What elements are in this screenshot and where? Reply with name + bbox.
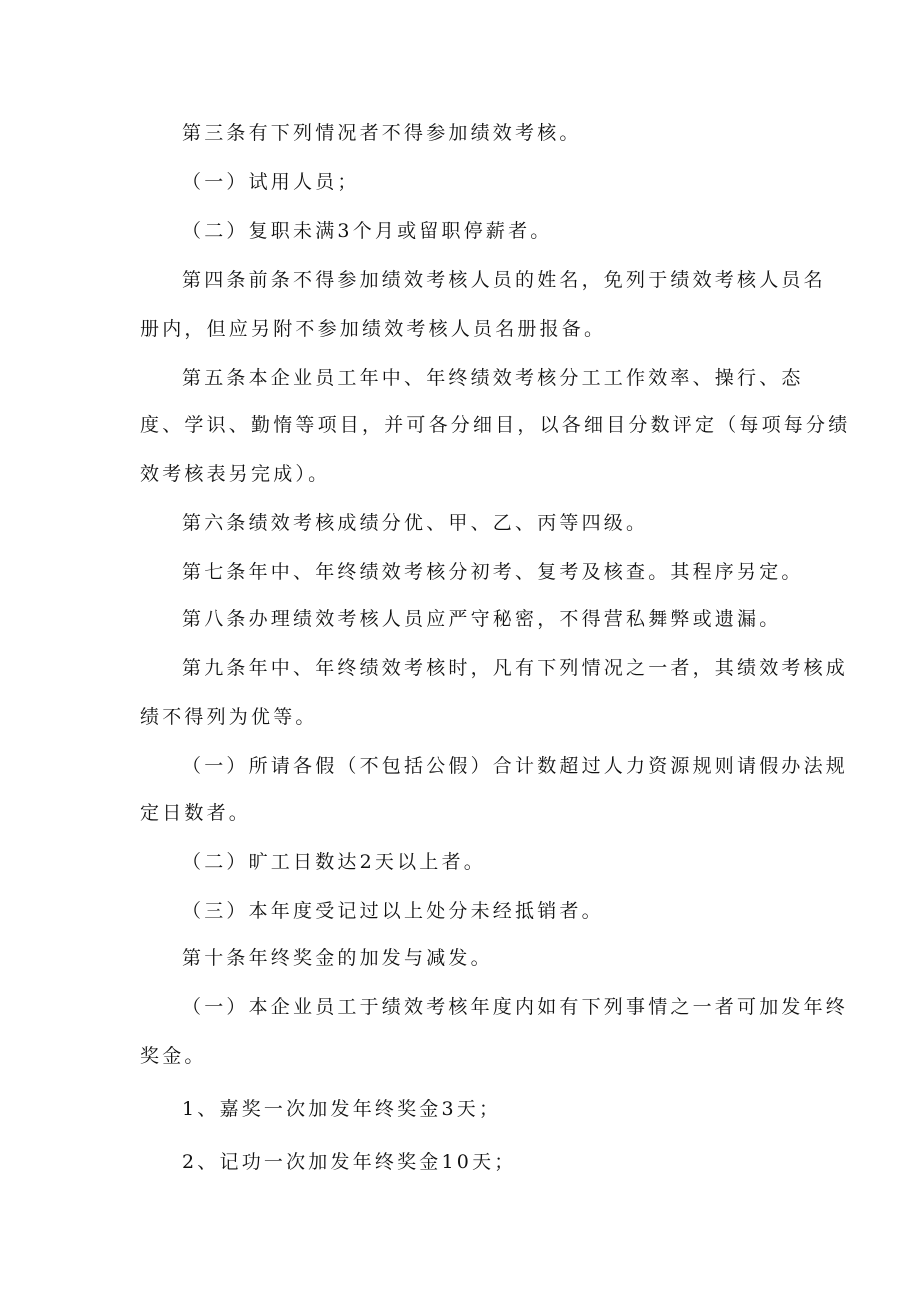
article-10-item-1-line-2: 奖金。 xyxy=(140,1045,207,1067)
article-7: 第七条年中、年终绩效考核分初考、复考及核查。其程序另定。 xyxy=(182,561,804,583)
article-5-line-2: 度、学识、勤惰等项目，并可各分细目，以各细目分数评定（每项每分绩 xyxy=(140,414,851,436)
article-8: 第八条办理绩效考核人员应严守秘密，不得营私舞弊或遗漏。 xyxy=(182,608,782,630)
article-5-line-3: 效考核表另完成）。 xyxy=(140,463,331,485)
article-9-line-2: 绩不得列为优等。 xyxy=(140,706,318,728)
article-9-item-3: （三）本年度受记过以上处分未经抵销者。 xyxy=(182,900,604,922)
article-4-line-1: 第四条前条不得参加绩效考核人员的姓名，免列于绩效考核人员名 xyxy=(182,269,826,291)
article-9-item-2: （二）旷工日数达2天以上者。 xyxy=(182,851,486,873)
article-3-item-1: （一）试用人员； xyxy=(182,171,360,193)
article-9-line-1: 第九条年中、年终绩效考核时，凡有下列情况之一者，其绩效考核成 xyxy=(182,657,849,679)
article-3-item-2: （二）复职未满3个月或留职停薪者。 xyxy=(182,220,553,242)
article-5-line-1: 第五条本企业员工年中、年终绩效考核分工工作效率、操行、态 xyxy=(182,367,804,389)
article-10-subitem-1: 1、嘉奖一次加发年终奖金3天； xyxy=(182,1098,502,1120)
article-10-item-1-line-1: （一）本企业员工于绩效考核年度内如有下列事情之一者可加发年终 xyxy=(182,996,849,1018)
article-10-subitem-2: 2、记功一次加发年终奖金10天； xyxy=(182,1151,517,1173)
article-4-line-2: 册内，但应另附不参加绩效考核人员名册报备。 xyxy=(140,318,607,340)
article-10-title: 第十条年终奖金的加发与减发。 xyxy=(182,947,493,969)
article-9-item-1-line-1: （一）所请各假（不包括公假）合计数超过人力资源规则请假办法规 xyxy=(182,755,849,777)
article-9-item-1-line-2: 定日数者。 xyxy=(140,802,252,824)
article-3-title: 第三条有下列情况者不得参加绩效考核。 xyxy=(182,122,582,144)
article-6: 第六条绩效考核成绩分优、甲、乙、丙等四级。 xyxy=(182,512,649,534)
